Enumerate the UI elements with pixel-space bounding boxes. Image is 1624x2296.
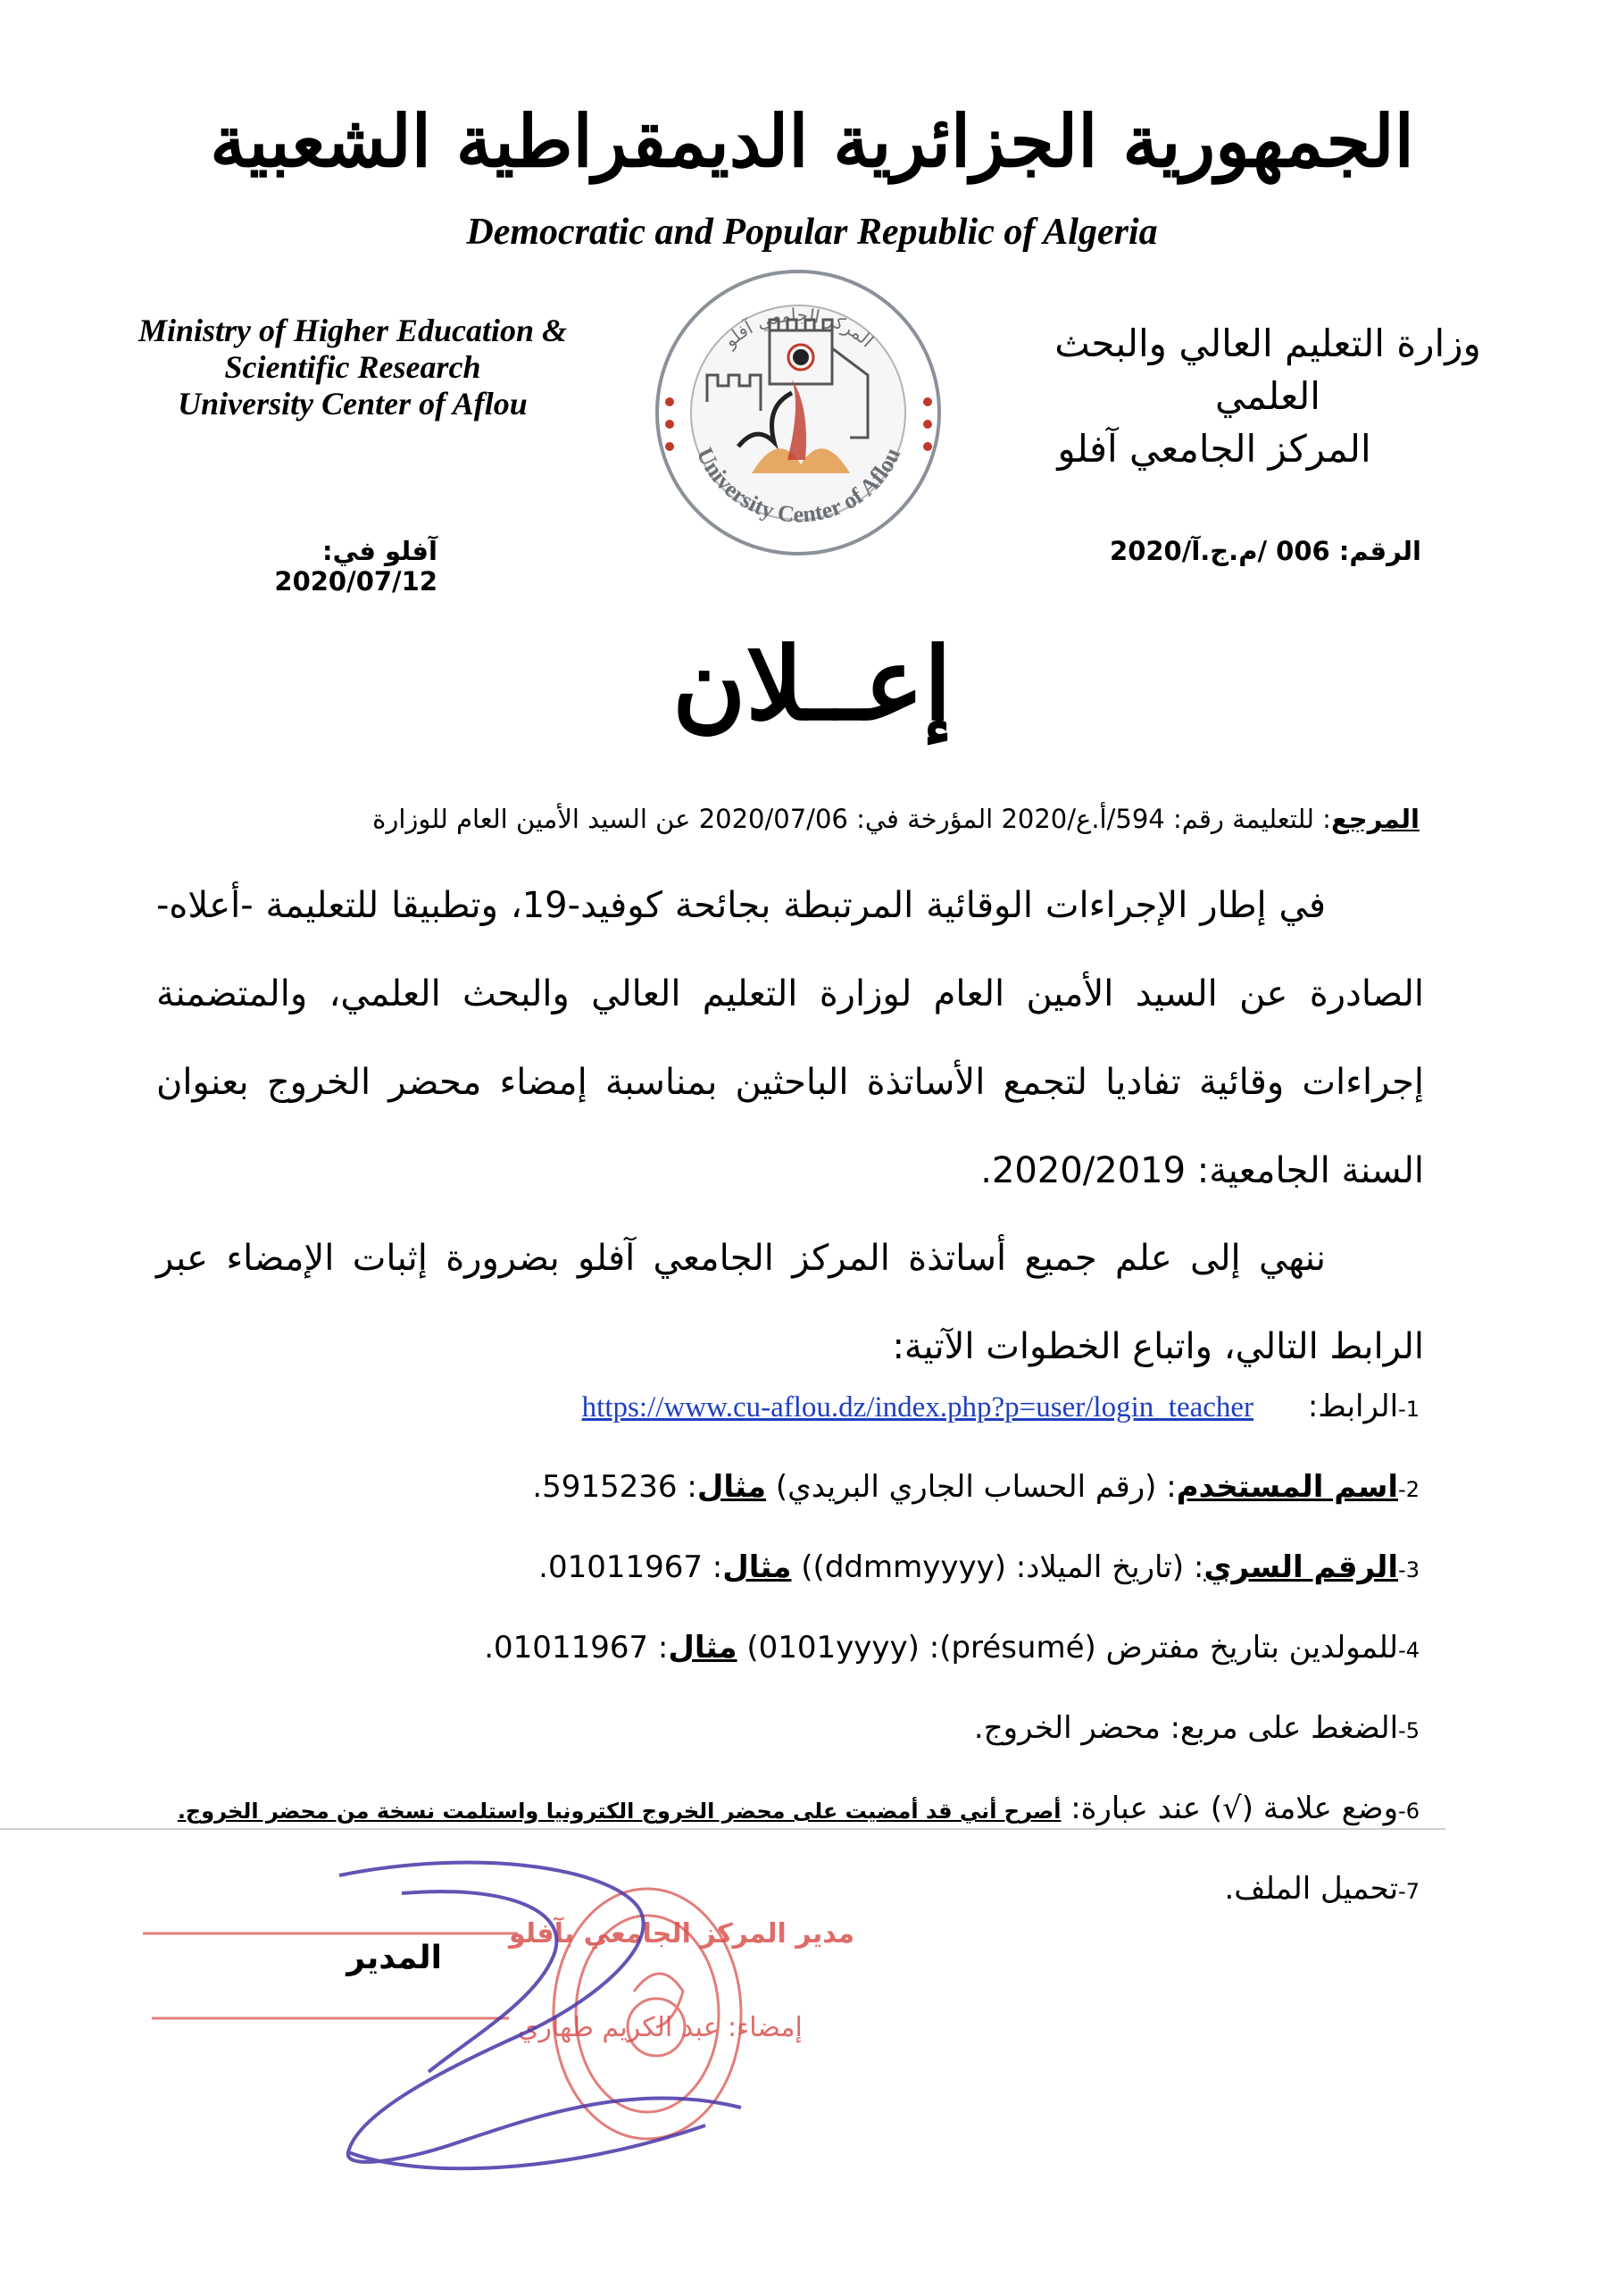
paragraph-context: في إطار الإجراءات الوقائية المرتبطة بجائحة كوفيد-19، وتطبيقا للتعليمة -أعلاه- الصادرة عن السيد الأمين العام لوزارة التعليم العالي والبحث العلمي، والمتضمنة إجراءات وقائية تفاديا لتجمع الأساتذة الباحثين بمناسبة إمضاء محضر الخروج بعنوان السنة الجامعية: 2020/2019. xyxy=(156,885,1424,1191)
example-label: مثال xyxy=(668,1630,737,1666)
step-text: : (تاريخ الميلاد: (ddmmyyyy)) xyxy=(791,1549,1204,1585)
step-label: الرقم السري xyxy=(1203,1549,1399,1585)
step-number: 7- xyxy=(1398,1879,1420,1904)
step-label: الرابط: xyxy=(1298,1389,1399,1424)
step-presumed-date xyxy=(161,1630,1420,1710)
declaration-phrase: أصرح أني قد أمضيت على محضر الخروج الكترونيا واستلمت نسخة من محضر الخروج. xyxy=(177,1799,1062,1824)
step-number: 6- xyxy=(1398,1799,1420,1824)
paragraph-instruction: ننهي إلى علم جميع أساتذة المركز الجامعي آفلو بضرورة إثبات الإمضاء عبر الرابط التالي، واتباع الخطوات الآتية: xyxy=(156,1238,1424,1367)
scan-divider xyxy=(0,1828,1445,1830)
official-stamp-icon xyxy=(134,1858,855,2188)
stamp-line2: إمضاء: عبد الكريم طهاري xyxy=(518,2012,803,2043)
reference-label: المرجع xyxy=(1330,804,1420,834)
step-text: : (رقم الحساب الجاري البريدي) xyxy=(766,1469,1177,1505)
example-label: مثال xyxy=(696,1469,767,1505)
university-emblem-icon xyxy=(654,268,944,558)
step-number: 1- xyxy=(1398,1397,1420,1422)
step-text: وضع علامة (√) عند عبارة: xyxy=(1061,1791,1399,1826)
step-click-box xyxy=(161,1710,1420,1791)
example-value: : 01011967. xyxy=(484,1630,669,1666)
logo-top-text: المركز الجامعي آفلو xyxy=(720,304,879,352)
step-text: للمولدين بتاريخ مفترض (présumé): (0101yyyy) xyxy=(737,1630,1399,1666)
example-value: : 01011967. xyxy=(538,1549,723,1585)
step-password xyxy=(161,1549,1420,1630)
step-number: 3- xyxy=(1398,1557,1420,1582)
ministry-ar-line1: وزارة التعليم العالي والبحث العلمي xyxy=(1054,321,1481,418)
ministry-ar-line2: المركز الجامعي آفلو xyxy=(1057,426,1371,471)
reference-number: الرقم: 006 /م.ج.آ/2020 xyxy=(1110,536,1421,566)
reference-text: : للتعليمة رقم: 594/أ.ع/2020 المؤرخة في: 2020/07/06 عن السيد الأمين العام للوزارة xyxy=(372,804,1331,834)
director-label: المدير xyxy=(346,1940,442,1976)
reference-line xyxy=(161,804,1420,834)
step-number: 4- xyxy=(1398,1638,1420,1663)
ministry-en-line1: Ministry of Higher Education & xyxy=(137,313,568,348)
step-number: 5- xyxy=(1398,1718,1420,1743)
ministry-en-line2: Scientific Research xyxy=(224,349,481,385)
header-country-ar: الجمهورية الجزائرية الديمقراطية الشعبية xyxy=(210,99,1414,183)
login-link[interactable]: https://www.cu-aflou.dz/index.php?p=user/login_teacher xyxy=(581,1391,1254,1424)
example-value: : 5915236. xyxy=(532,1469,697,1505)
step-number: 2- xyxy=(1398,1477,1420,1502)
ministry-ar-block xyxy=(1000,318,1536,475)
step-label: اسم المستخدم xyxy=(1176,1469,1399,1505)
header-country-en: Democratic and Popular Republic of Algeria xyxy=(466,212,1158,253)
logo-ring-text: University Center of Aflou xyxy=(691,443,906,528)
step-text: الضغط على مربع: محضر الخروج. xyxy=(973,1710,1399,1746)
step-username xyxy=(161,1469,1420,1549)
document-date: آفلو في: 2020/07/12 xyxy=(274,536,437,597)
step-text: تحميل الملف. xyxy=(1224,1871,1399,1907)
announcement-title: إعــلان xyxy=(672,626,952,743)
ministry-en-block xyxy=(89,313,616,422)
ministry-en-line3: University Center of Aflou xyxy=(178,386,528,422)
stamp-line1: مدير المركز الجامعي بآفلو xyxy=(509,1918,855,1950)
step-link xyxy=(161,1389,1420,1469)
example-label: مثال xyxy=(722,1549,792,1585)
